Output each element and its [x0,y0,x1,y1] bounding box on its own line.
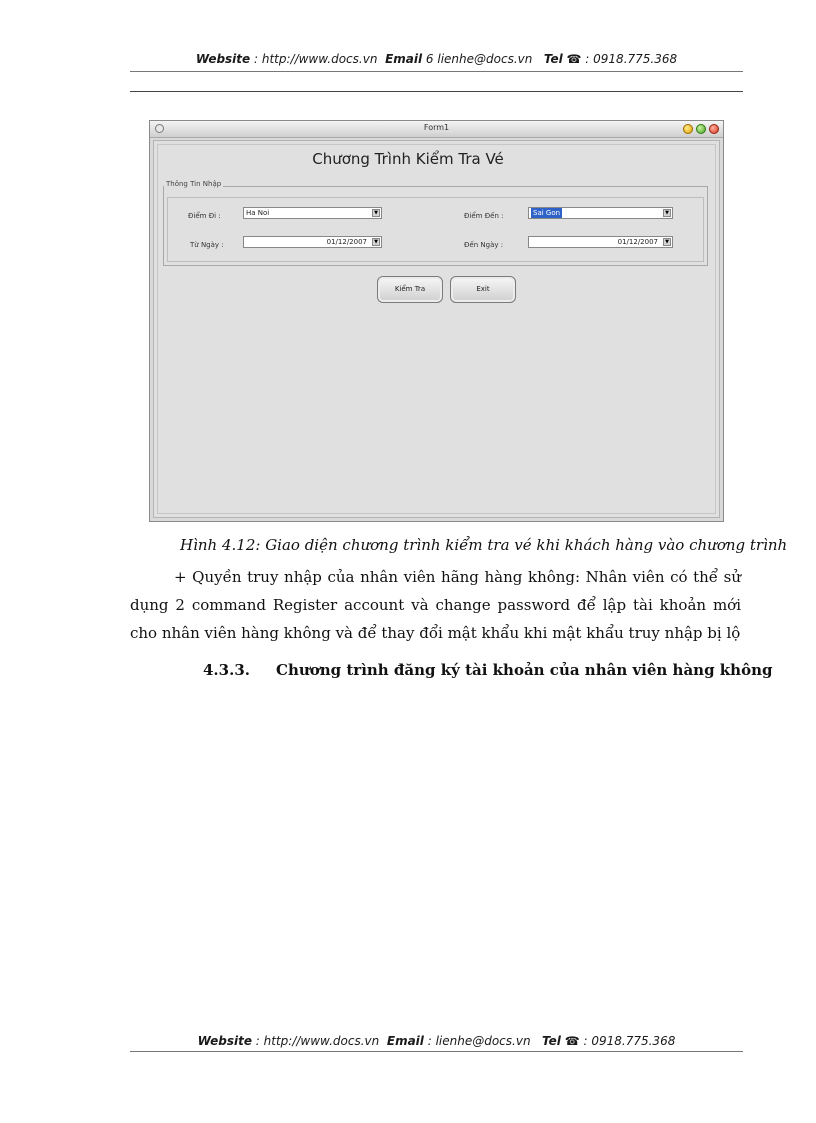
window-titlebar [150,121,723,138]
figure-caption: Hình 4.12: Giao diện chương trình kiểm tra vé khi khách hàng vào chương trình [180,536,788,554]
footer-website-label: Website [197,1034,252,1048]
section-title: Chương trình đăng ký tài khoản của nhân viên hàng không [276,661,773,679]
footer-email-value: lienhe@docs.vn [435,1034,531,1048]
chevron-down-icon[interactable]: ▼ [663,238,671,246]
footer-tel-value: 0918.775.368 [591,1034,676,1048]
minimize-icon[interactable] [683,124,693,134]
header-website-sep: : [250,52,262,66]
to-date-label: Đến Ngày : [464,241,504,249]
footer-tel-sep: : [579,1034,592,1048]
header-tel-value: 0918.775.368 [593,52,678,66]
from-date-picker[interactable] [243,236,382,248]
to-select[interactable] [528,207,673,219]
footer-tel-label: Tel [542,1034,561,1048]
section-number: 4.3.3. [203,661,250,679]
from-select-value: Ha Noi [246,209,270,217]
header-tel-sep: : [581,52,594,66]
footer-website-sep: : [251,1034,264,1048]
footer-email-sep: : [423,1034,436,1048]
chevron-down-icon[interactable]: ▼ [372,238,380,246]
page-header [130,52,743,66]
to-date-picker[interactable] [528,236,673,248]
header-tel-label: Tel [543,52,563,66]
phone-icon: ☎ [564,1034,580,1048]
body-paragraph-text: + Quyền truy nhập của nhân viên hãng hàng không: Nhân viên có thể sử dụng 2 command Register account và change password để lập tài khoản mới cho nhân viên hàng không và để thay đổi mật khẩu khi mật khẩu truy nhập bị lộ [130,568,741,642]
header-email-sep: 6 [422,52,438,66]
to-label: Điểm Đến : [464,212,504,220]
header-website-label: Website [195,52,251,66]
footer-email-label: Email [386,1034,424,1048]
chevron-down-icon[interactable]: ▼ [663,209,671,217]
check-button[interactable]: Kiểm Tra [377,276,443,303]
groupbox-title: Thông Tin Nhập [166,180,222,188]
to-select-value: Sai Gon [533,209,561,217]
exit-button[interactable]: Exit [450,276,516,303]
from-date-value: 01/12/2007 [326,238,367,246]
from-label: Điểm Đi : [188,212,221,220]
close-icon[interactable] [709,124,719,134]
to-date-value: 01/12/2007 [617,238,658,246]
from-select[interactable] [243,207,382,219]
section-heading [203,661,772,679]
footer-website-url: http://www.docs.vn [263,1034,380,1048]
app-title: Chương Trình Kiểm Tra Vé [312,150,504,168]
phone-icon: ☎ [566,52,582,66]
header-divider-2 [130,91,743,92]
from-date-label: Từ Ngày : [190,241,224,249]
maximize-icon[interactable] [696,124,706,134]
header-divider [130,71,743,72]
app-window [149,120,724,522]
window-title: Form1 [423,123,450,132]
header-website-url: http://www.docs.vn [261,52,378,66]
footer-divider [130,1051,743,1052]
header-email-value: lienhe@docs.vn [437,52,533,66]
chevron-down-icon[interactable]: ▼ [372,209,380,217]
body-paragraph [130,563,741,647]
input-groupbox [163,186,708,266]
header-email-label: Email [385,52,423,66]
page-footer [130,1034,743,1048]
